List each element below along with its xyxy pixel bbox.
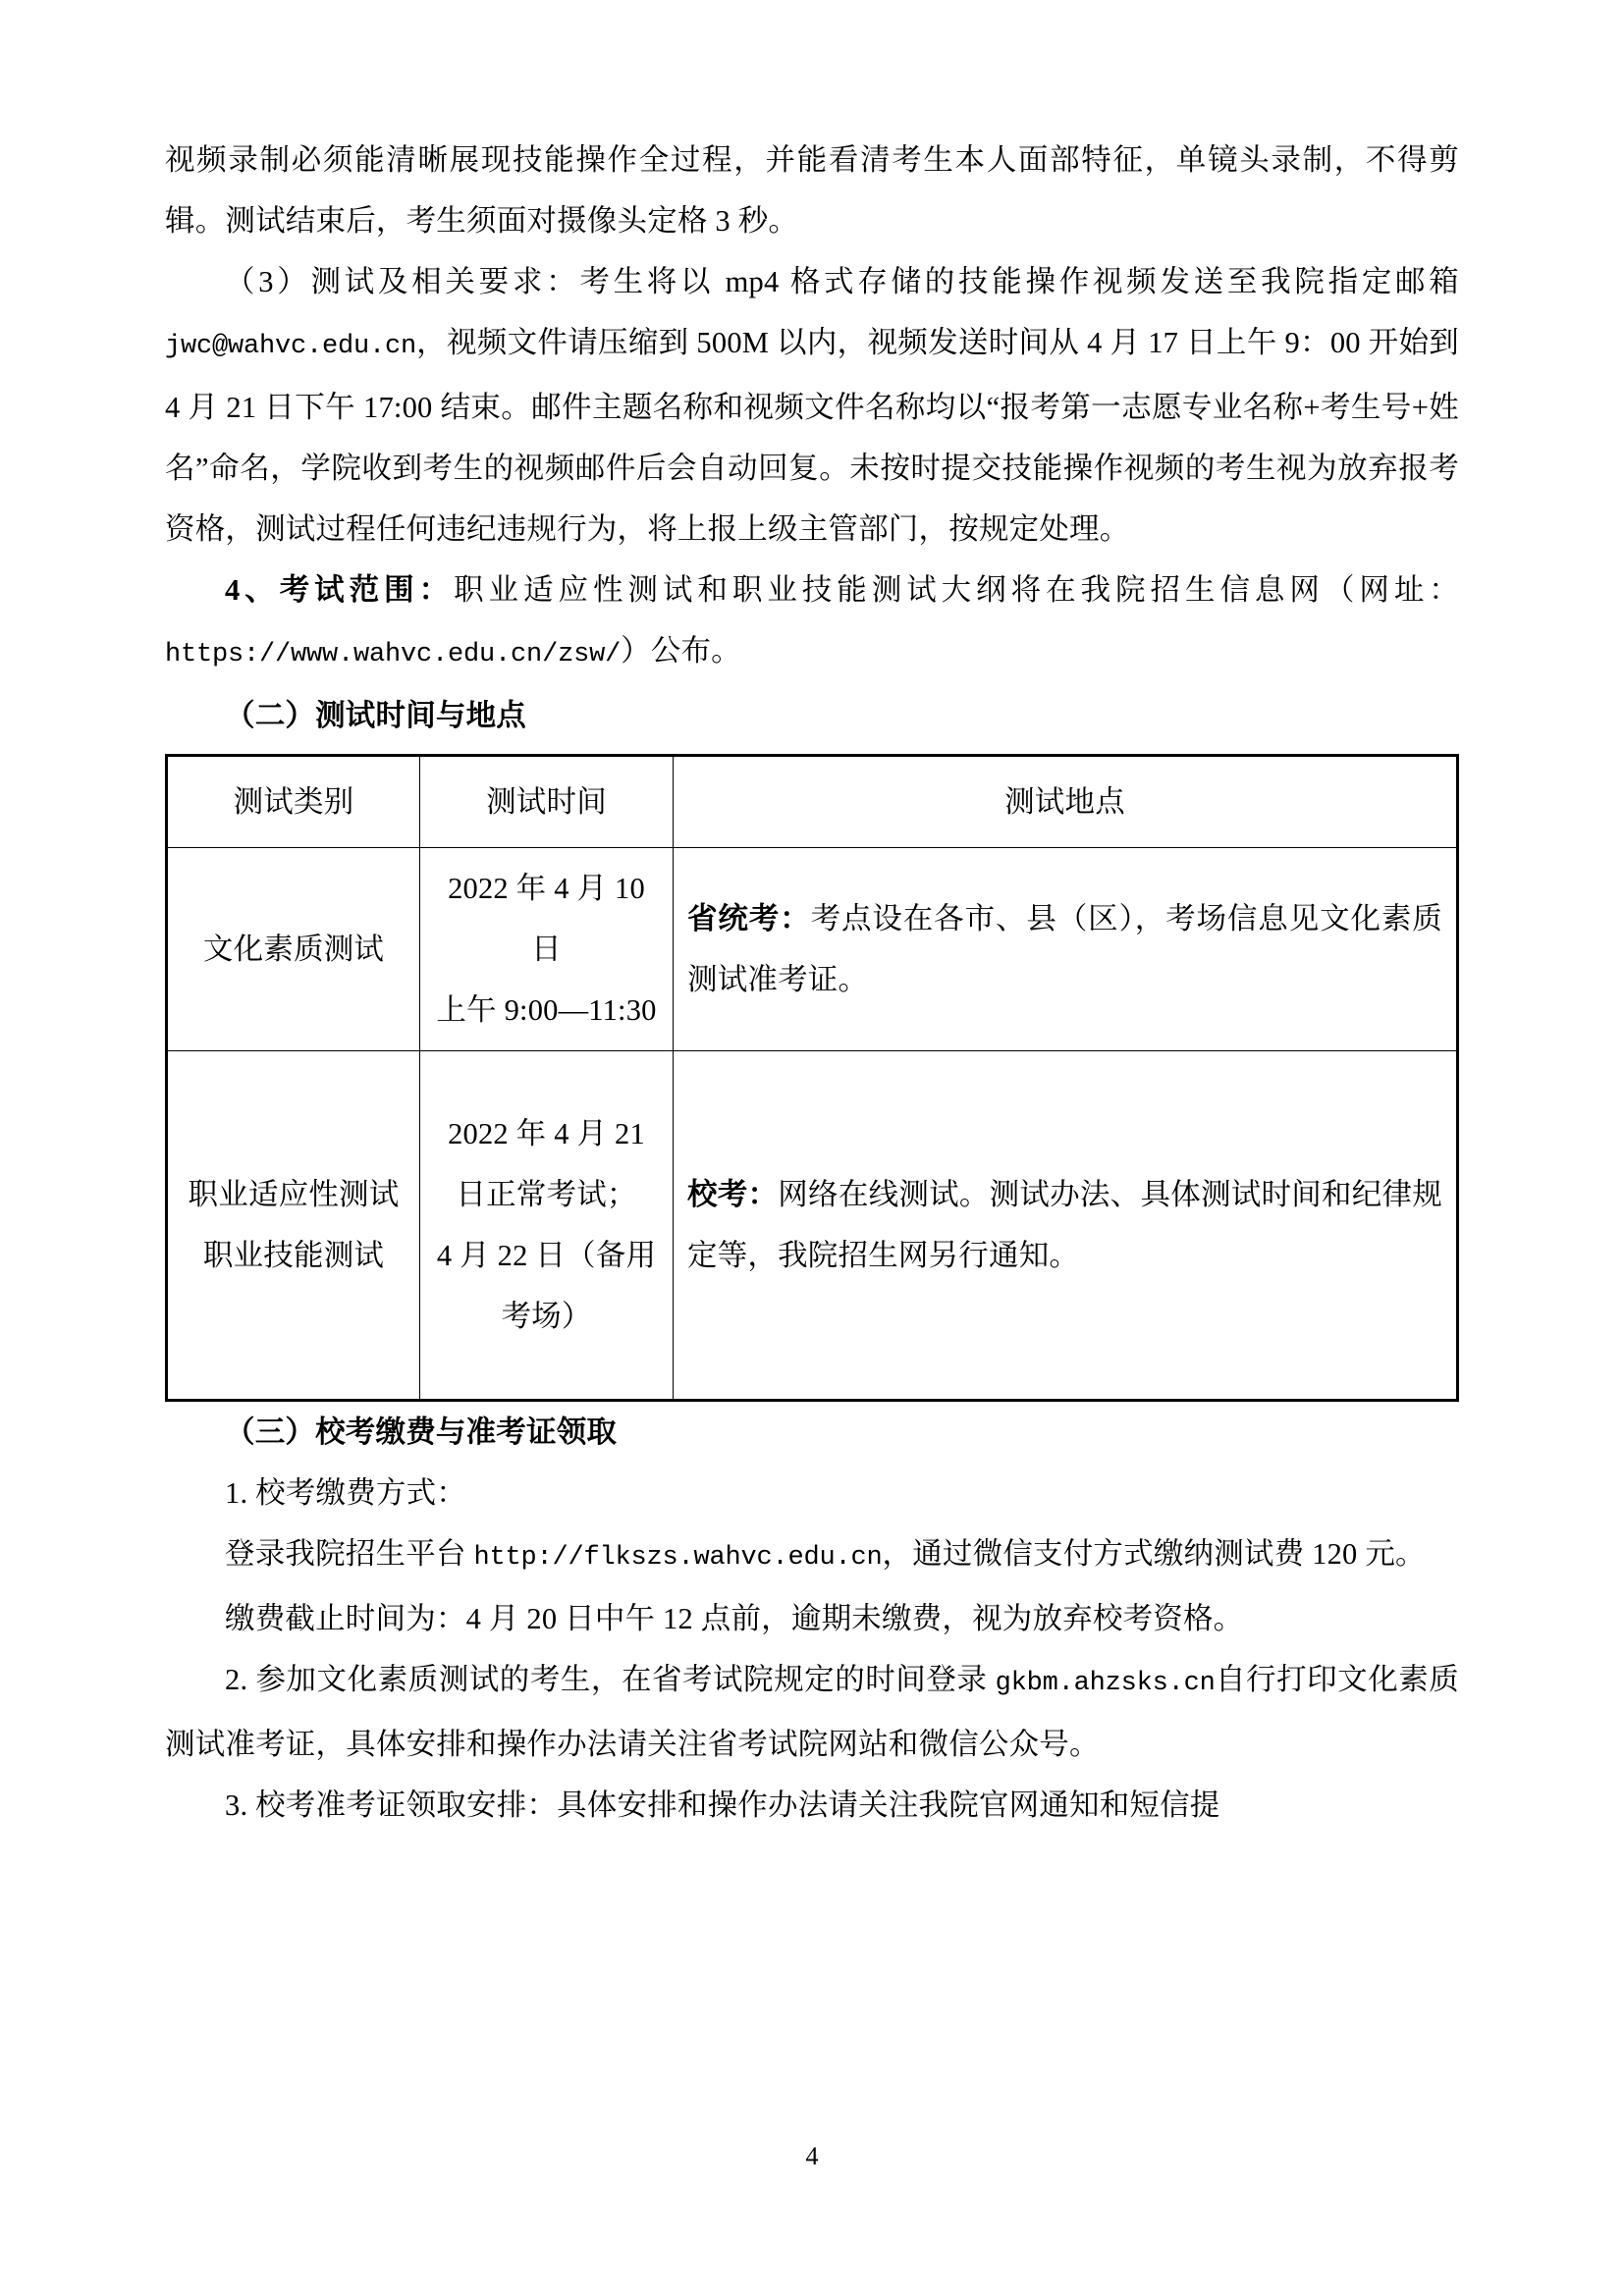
- url-admissions-site: https://www.wahvc.edu.cn/zsw/: [165, 640, 622, 669]
- column-header-category: 测试类别: [167, 756, 420, 848]
- test-schedule-table: [165, 754, 1459, 1402]
- table-header-row: [167, 756, 1458, 848]
- cell-time-2-line1: 2022 年 4 月 21 日正常考试；: [448, 1117, 645, 1211]
- admission-ticket-text-b: 自行打印文化素质测试准考证，具体安排和操作办法请关注省考试院网站和微信公众号。: [165, 1663, 1459, 1761]
- paragraph-test-requirements: [165, 251, 1459, 560]
- paragraph-payment-platform: [165, 1523, 1459, 1588]
- table-row: [167, 848, 1458, 1051]
- cell-location-2-text: 网络在线测试。测试办法、具体测试时间和纪律规定等，我院招生网另行通知。: [687, 1178, 1442, 1272]
- cell-category-2: [167, 1051, 420, 1401]
- cell-category-1: 文化素质测试: [167, 848, 420, 1051]
- paragraph-test-requirements-prefix: （3）测试及相关要求：考生将以 mp4 格式存储的技能操作视频发送至我院指定邮箱: [225, 265, 1459, 298]
- cell-time-2-line2: 4 月 22 日（备用考场）: [436, 1239, 657, 1333]
- paragraph-exam-scope: [165, 560, 1459, 685]
- exam-scope-text-a: 职业适应性测试和职业技能测试大纲将在我院招生信息网（网址：: [454, 573, 1459, 607]
- column-header-time: 测试时间: [420, 756, 674, 848]
- paragraph-payment-deadline: 缴费截止时间为：4 月 20 日中午 12 点前，逾期未缴费，视为放弃校考资格。: [225, 1602, 1244, 1635]
- email-jwc: jwc@wahvc.edu.cn: [165, 332, 417, 361]
- column-header-location: 测试地点: [674, 756, 1458, 848]
- table-row: [167, 1051, 1458, 1401]
- heading-section-two: （二）测试时间与地点: [225, 699, 526, 732]
- cell-location-1-label: 省统考：: [687, 902, 811, 935]
- cell-category-2-line2: 职业技能测试: [202, 1239, 385, 1272]
- cell-time-1-line1: 2022 年 4 月 10 日: [448, 872, 645, 966]
- cell-time-2: [420, 1051, 674, 1401]
- payment-platform-text-b: ，通过微信支付方式缴纳测试费 120 元。: [882, 1537, 1426, 1571]
- paragraph-ticket-collection: 3. 校考准考证领取安排：具体安排和操作办法请关注我院官网通知和短信提: [225, 1789, 1220, 1822]
- cell-time-1: [420, 848, 674, 1051]
- cell-location-1-text: 考点设在各市、县（区），考场信息见文化素质测试准考证。: [687, 902, 1442, 996]
- cell-location-2-label: 校考：: [687, 1178, 779, 1211]
- page-number: 4: [805, 2142, 819, 2170]
- heading-section-three: （三）校考缴费与准考证领取: [225, 1415, 618, 1449]
- cell-category-2-line1: 职业适应性测试: [188, 1178, 400, 1211]
- admission-ticket-text-a: 2. 参加文化素质测试的考生，在省考试院规定的时间登录: [225, 1663, 996, 1696]
- document-body: [165, 130, 1459, 1836]
- url-gkbm: gkbm.ahzsks.cn: [995, 1669, 1216, 1698]
- url-payment-platform: http://flkszs.wahvc.edu.cn: [473, 1543, 883, 1573]
- paragraph-video-recording: 视频录制必须能清晰展现技能操作全过程，并能看清考生本人面部特征，单镜头录制，不得剪辑。测试结束后，考生须面对摄像头定格 3 秒。: [165, 143, 1459, 238]
- paragraph-admission-ticket-print: [165, 1649, 1459, 1775]
- paragraph-payment-method-label: 1. 校考缴费方式：: [225, 1476, 466, 1510]
- exam-scope-label: 4、考试范围：: [225, 573, 455, 607]
- exam-scope-text-b: ）公布。: [621, 634, 741, 667]
- cell-location-1: [674, 848, 1458, 1051]
- paragraph-test-requirements-rest: ，视频文件请压缩到 500M 以内，视频发送时间从 4 月 17 日上午 9：00 开始到 4 月 21 日下午 17:00 结束。邮件主题名称和视频文件名称均以“报考第一志愿专业名称+考生号+姓名”命名，学院收到考生的视频邮件后会自动回复。未按时提交技能操作视频的考生视为放弃报考资格，测试过程任何违纪违规行为，将上报上级主管部门，按规定处理。: [165, 326, 1459, 546]
- payment-platform-text-a: 登录我院招生平台: [225, 1537, 474, 1571]
- cell-time-1-line2: 上午 9:00—11:30: [436, 993, 657, 1027]
- cell-location-2: [674, 1051, 1458, 1401]
